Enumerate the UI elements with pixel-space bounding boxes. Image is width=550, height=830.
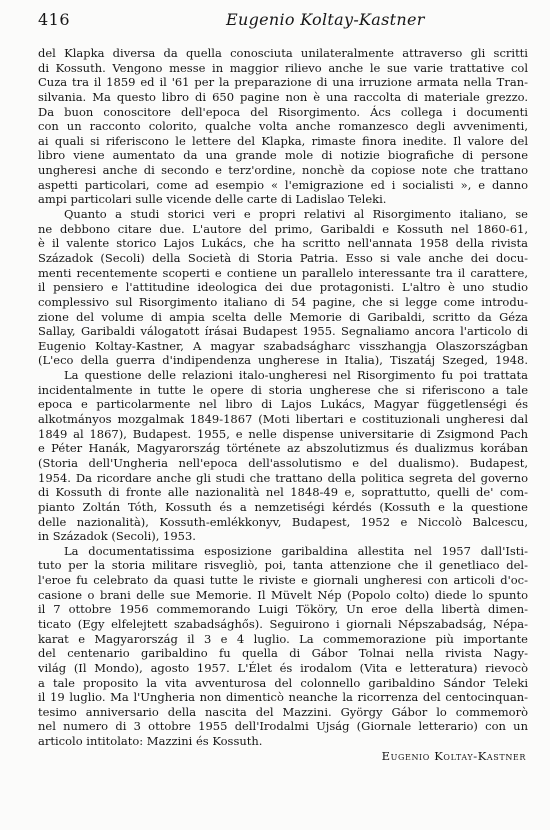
text-line: ne debbono citare due. L'autore del primo, Garibaldi e Kossuth nel 1860-61, <box>38 221 528 236</box>
text-line: l'eroe fu celebrato da quasi tutte le riviste e giornali ungheresi con articoli d'oc- <box>38 573 528 588</box>
text-line: Cuza tra il 1859 ed il '61 per la preparazione di una irruzione armata nella Tran- <box>38 75 528 90</box>
text-line: Da buon conoscitore dell'epoca del Risorgimento. Ács collega i documenti <box>38 104 528 119</box>
text-line: e Péter Hanák, Magyarország története az abszolutizmus és dualizmus korában <box>38 441 528 456</box>
text-line: incidentalmente in tutte le opere di storia ungherese che si riferiscono a tale <box>38 382 528 397</box>
text-line: aspetti particolari, come ad esempio « l'emigrazione ed i socialisti », e danno <box>38 177 528 192</box>
text-line: Sallay, Garibaldi válogatott írásai Budapest 1955. Segnaliamo ancora l'articolo di <box>38 324 528 339</box>
text-line: 1849 al 1867), Budapest. 1955, e nelle dispense universitarie di Zsigmond Pach <box>38 426 528 441</box>
text-line: del centenario garibaldino fu quella di Gábor Tolnai nella rivista Nagy- <box>38 646 528 661</box>
text-line: zione del volume di ampia scelta delle Memorie di Garibaldi, scritto da Géza <box>38 309 528 324</box>
paragraph-first-line: La documentatissima esposizione garibaldina allestita nel 1957 dall'Isti- <box>64 543 528 558</box>
author-signature: Eugenio Koltay-Kastner <box>381 748 526 763</box>
text-line: articolo intitolato: Mazzini és Kossuth. <box>38 734 263 749</box>
text-line: ai quali si riferiscono le lettere del Klapka, rimaste finora inedite. Il valore del <box>38 133 528 148</box>
text-line: Eugenio Koltay-Kastner, A magyar szabadságharc visszhangja Olaszországban <box>38 338 528 353</box>
text-line: casione o brani delle sue Memorie. Il Müvelt Nép (Popolo colto) diede lo spunto <box>38 587 528 602</box>
text-line: pianto Zoltán Tóth, Kossuth és a nemzetiségi kérdés (Kossuth e la questione <box>38 499 528 514</box>
text-line: menti recentemente scoperti e contiene un parallelo interessante tra il carattere, <box>38 265 528 280</box>
text-line: il pensiero e l'attitudine ideologica dei due protagonisti. L'altro è uno studio <box>38 280 528 295</box>
text-line: tuto per la storia militare risvegliò, poi, tanta attenzione che il genetliaco del- <box>38 558 528 573</box>
text-line: 1954. Da ricordare anche gli studi che trattano della politica segreta del governo <box>38 470 528 485</box>
text-line: világ (Il Mondo), agosto 1957. L'Élet és irodalom (Vita e letteratura) rievocò <box>38 660 528 675</box>
text-line: è il valente storico Lajos Lukács, che ha scritto nell'annata 1958 della rivista <box>38 236 528 251</box>
text-line: epoca e particolarmente nel libro di Lajos Lukács, Magyar függetlenségi és <box>38 397 528 412</box>
text-line: ungheresi anche di secondo e terz'ordine, nonchè da copiose note che trattano <box>38 163 528 178</box>
text-line: libro viene aumentato da una grande mole di notizie biografiche di persone <box>38 148 528 163</box>
running-head: Eugenio Koltay-Kastner <box>226 10 425 29</box>
page-number: 416 <box>38 10 71 29</box>
text-line: ampi particolari sulle vicende delle carte di Ladislao Teleki. <box>38 192 387 207</box>
text-line: silvania. Ma questo libro di 650 pagine non è una raccolta di materiale grezzo. <box>38 89 528 104</box>
text-line: tesimo anniversario della nascita del Mazzini. György Gábor lo commemorò <box>38 704 528 719</box>
text-line: ticato (Egy elfelejtett szabadsághős). Seguirono i giornali Népszabadság, Népa- <box>38 616 528 631</box>
text-line: karat e Magyarország il 3 e 4 luglio. La commemorazione più importante <box>38 631 528 646</box>
text-line: il 19 luglio. Ma l'Ungheria non dimenticò neanche la ricorrenza del centocinquan- <box>38 690 528 705</box>
text-line: nel numero di 3 ottobre 1955 dell'Irodalmi Ujság (Giornale letterario) con un <box>38 719 528 734</box>
signature-row <box>38 749 528 764</box>
text-line: del Klapka diversa da quella conosciuta unilateralmente attraverso gli scritti <box>38 46 528 60</box>
text-line: di Kossuth di fronte alle nazionalità nel 1848-49 e, soprattutto, quelli de' com- <box>38 485 528 500</box>
text-line: alkotmányos mozgalmak 1849-1867 (Moti libertari e costituzionali ungheresi dal <box>38 412 528 427</box>
text-line: (L'eco della guerra d'indipendenza ungherese in Italia), Tiszatáj Szeged, 1948. <box>38 353 528 368</box>
body-text <box>38 46 528 763</box>
text-line: complessivo sul Risorgimento italiano di 54 pagine, che si legge come introdu- <box>38 294 528 309</box>
text-line: con un racconto colorito, qualche volta anche romanzesco degli avvenimenti, <box>38 119 528 134</box>
text-line: (Storia dell'Ungheria nell'epoca dell'assolutismo e del dualismo). Budapest, <box>38 455 528 470</box>
paragraph-first-line: La questione delle relazioni italo-ungheresi nel Risorgimento fu poi trattata <box>64 368 528 383</box>
paragraph-first-line: Quanto a studi storici veri e propri relativi al Risorgimento italiano, se <box>64 207 528 222</box>
text-line: a tale proposito la vita avventurosa del colonnello garibaldino Sándor Teleki <box>38 675 528 690</box>
page-header <box>38 10 528 36</box>
text-line: di Kossuth. Vengono messe in maggior rilievo anche le sue varie trattative col <box>38 60 528 75</box>
text-line: Századok (Secoli) della Società di Storia Patria. Esso si vale anche dei docu- <box>38 250 528 265</box>
text-line: il 7 ottobre 1956 commemorando Luigi Tököry, Un eroe della libertà dimen- <box>38 602 528 617</box>
text-line: in Századok (Secoli), 1953. <box>38 529 196 544</box>
text-line: delle nazionalità), Kossuth-emlékkonyv, Budapest, 1952 e Niccolò Balcescu, <box>38 514 528 529</box>
